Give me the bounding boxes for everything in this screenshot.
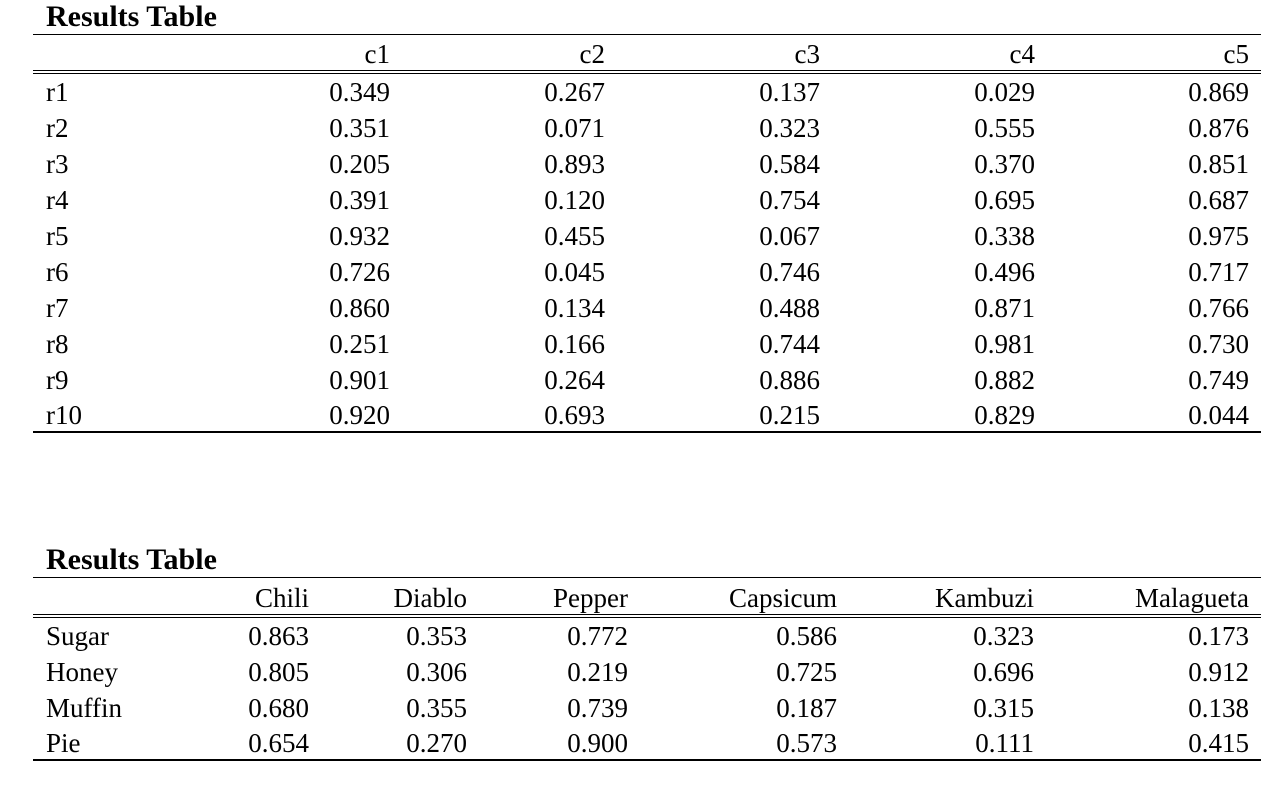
row-label: r8 (46, 328, 69, 359)
table-cell: 0.415 (1188, 727, 1249, 758)
table-cell: 0.044 (1188, 399, 1249, 430)
table-cell: 0.981 (974, 328, 1035, 359)
table-cell: 0.586 (776, 620, 837, 651)
table-cell: 0.391 (329, 184, 390, 215)
corner-cell (33, 35, 175, 72)
column-header: c1 (175, 35, 390, 72)
table-cell: 0.696 (973, 656, 1034, 687)
table-cell: 0.267 (544, 76, 605, 107)
table-cell: 0.695 (974, 184, 1035, 215)
table-cell: 0.717 (1188, 256, 1249, 287)
table-cell: 0.920 (329, 399, 390, 430)
table-cell: 0.863 (248, 620, 309, 651)
table-cell: 0.137 (759, 76, 820, 107)
row-label: r1 (46, 76, 69, 107)
table-cell: 0.744 (759, 328, 820, 359)
row-label: Sugar (46, 620, 109, 651)
results-table-2 (33, 577, 1261, 761)
header-row (33, 578, 1261, 616)
table-cell: 0.349 (329, 76, 390, 107)
table-cell: 0.746 (759, 256, 820, 287)
table-cell: 0.134 (544, 292, 605, 323)
results-table-2-section (33, 543, 1261, 761)
table-cell: 0.975 (1188, 220, 1249, 251)
table-cell: 0.772 (567, 620, 628, 651)
row-label: Pie (46, 727, 81, 758)
table-cell: 0.355 (406, 692, 467, 723)
row-label: r10 (46, 399, 82, 430)
row-label: r2 (46, 112, 69, 143)
table-cell: 0.869 (1188, 76, 1249, 107)
table-cell: 0.766 (1188, 292, 1249, 323)
table-cell: 0.219 (567, 656, 628, 687)
table-cell: 0.138 (1188, 692, 1249, 723)
row-label: Honey (46, 656, 118, 687)
table-cell: 0.270 (406, 727, 467, 758)
table-row (33, 652, 1261, 688)
table-cell: 0.901 (329, 364, 390, 395)
table-cell: 0.071 (544, 112, 605, 143)
row-label: r5 (46, 220, 69, 251)
column-header: Kambuzi (837, 578, 1034, 616)
table-cell: 0.555 (974, 112, 1035, 143)
table-cell: 0.726 (329, 256, 390, 287)
table-cell: 0.754 (759, 184, 820, 215)
table-cell: 0.215 (759, 399, 820, 430)
column-header: c2 (390, 35, 605, 72)
table-cell: 0.893 (544, 148, 605, 179)
table-row (33, 72, 1261, 108)
table-cell: 0.496 (974, 256, 1035, 287)
table-cell: 0.187 (776, 692, 837, 723)
table-cell: 0.886 (759, 364, 820, 395)
table-row (33, 108, 1261, 144)
table-cell: 0.805 (248, 656, 309, 687)
table-cell: 0.205 (329, 148, 390, 179)
header-row (33, 35, 1261, 72)
table-cell: 0.111 (975, 727, 1034, 758)
table-cell: 0.264 (544, 364, 605, 395)
row-label: r3 (46, 148, 69, 179)
table-cell: 0.932 (329, 220, 390, 251)
column-header: Pepper (467, 578, 628, 616)
table-cell: 0.370 (974, 148, 1035, 179)
table-row (33, 252, 1261, 288)
row-label: r9 (46, 364, 69, 395)
table-row (33, 144, 1261, 180)
table-cell: 0.573 (776, 727, 837, 758)
table-cell: 0.876 (1188, 112, 1249, 143)
table-title: Results Table (46, 0, 217, 33)
table-row (33, 288, 1261, 324)
table-cell: 0.584 (759, 148, 820, 179)
table-row (33, 724, 1261, 760)
table-cell: 0.067 (759, 220, 820, 251)
row-label: Muffin (46, 692, 123, 723)
column-header: c4 (820, 35, 1035, 72)
table-cell: 0.900 (567, 727, 628, 758)
table-cell: 0.882 (974, 364, 1035, 395)
table-row (33, 688, 1261, 724)
table-title: Results Table (46, 543, 217, 576)
table-cell: 0.680 (248, 692, 309, 723)
table-cell: 0.851 (1188, 148, 1249, 179)
table-row (33, 180, 1261, 216)
column-header: Capsicum (628, 578, 837, 616)
table-cell: 0.029 (974, 76, 1035, 107)
results-table-1 (33, 34, 1261, 433)
table-cell: 0.871 (974, 292, 1035, 323)
corner-cell (33, 578, 168, 616)
table-cell: 0.488 (759, 292, 820, 323)
table-cell: 0.687 (1188, 184, 1249, 215)
table-cell: 0.120 (544, 184, 605, 215)
column-header: c3 (605, 35, 820, 72)
table-cell: 0.166 (544, 328, 605, 359)
table-cell: 0.323 (759, 112, 820, 143)
row-label: r6 (46, 256, 69, 287)
table-cell: 0.173 (1188, 620, 1249, 651)
table-cell: 0.749 (1188, 364, 1249, 395)
table-cell: 0.351 (329, 112, 390, 143)
table-cell: 0.323 (973, 620, 1034, 651)
table-cell: 0.739 (567, 692, 628, 723)
table-cell: 0.315 (973, 692, 1034, 723)
table-body (33, 72, 1261, 432)
table-cell: 0.912 (1188, 656, 1249, 687)
table-cell: 0.353 (406, 620, 467, 651)
row-label: r4 (46, 184, 69, 215)
results-table-1-section (33, 0, 1261, 433)
table-row (33, 616, 1261, 652)
row-label: r7 (46, 292, 69, 323)
table-cell: 0.730 (1188, 328, 1249, 359)
table-cell: 0.654 (248, 727, 309, 758)
column-header: Malagueta (1034, 578, 1261, 616)
table-cell: 0.251 (329, 328, 390, 359)
table-cell: 0.860 (329, 292, 390, 323)
table-cell: 0.306 (406, 656, 467, 687)
table-body (33, 616, 1261, 760)
table-row (33, 324, 1261, 360)
table-cell: 0.338 (974, 220, 1035, 251)
table-cell: 0.455 (544, 220, 605, 251)
table-row (33, 360, 1261, 396)
table-cell: 0.045 (544, 256, 605, 287)
table-cell: 0.693 (544, 399, 605, 430)
column-header: Chili (168, 578, 309, 616)
table-row (33, 396, 1261, 432)
column-header: Diablo (309, 578, 467, 616)
table-row (33, 216, 1261, 252)
table-cell: 0.725 (776, 656, 837, 687)
table-cell: 0.829 (974, 399, 1035, 430)
column-header: c5 (1035, 35, 1261, 72)
